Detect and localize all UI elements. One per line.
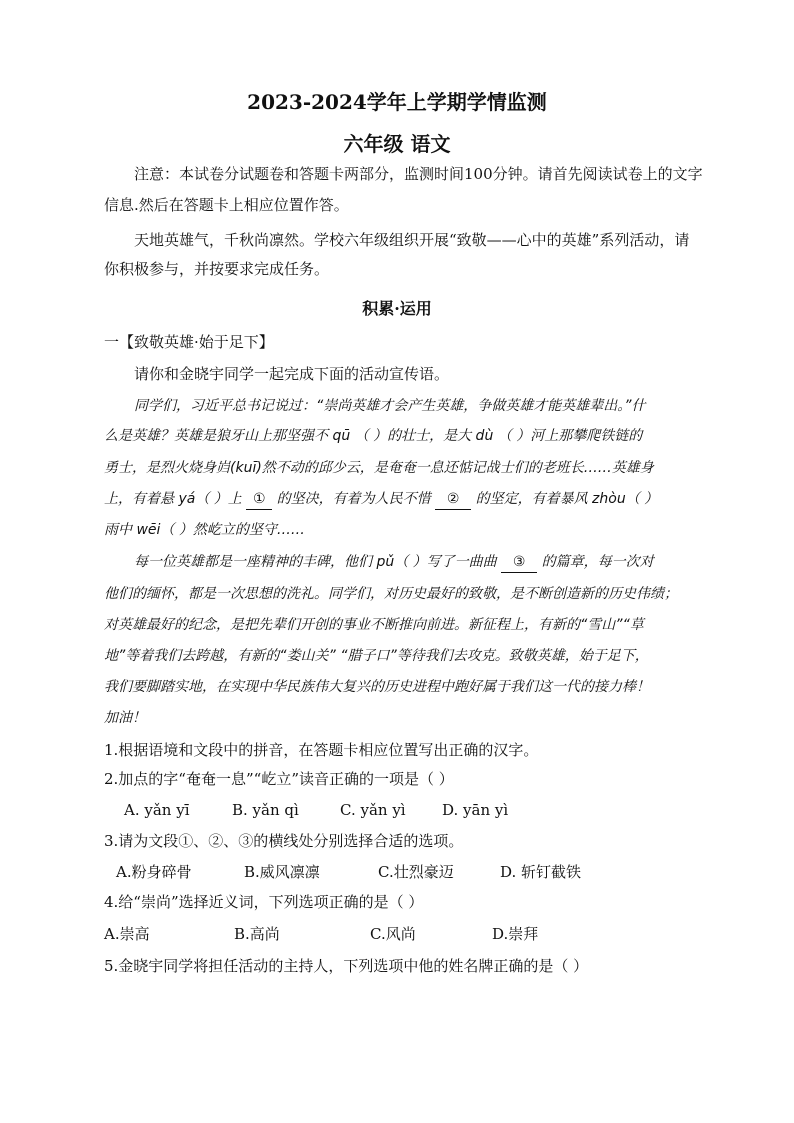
q2-option-b: B. yǎn qì xyxy=(232,801,299,819)
passage-p2-line-6: 加油！ xyxy=(104,710,146,726)
question-4: 4.给“崇尚”选择近义词，下列选项正确的是（ ） xyxy=(104,893,424,911)
question-2: 2.加点的字“奄奄一息”“屹立”读音正确的一项是（ ） xyxy=(104,770,454,788)
passage-p1-l4-b: 的坚决，有着为人民不惜 xyxy=(276,491,431,507)
question-5: 5.金晓宇同学将担任活动的主持人，下列选项中他的姓名牌正确的是（ ） xyxy=(104,957,589,975)
passage-p2-line-1 xyxy=(134,552,754,573)
passage-p2-l1-b: 的篇章，每一次对 xyxy=(541,554,654,570)
q3-option-d: D. 斩钉截铁 xyxy=(500,863,582,881)
q3-option-a: A.粉身碎骨 xyxy=(116,863,192,881)
passage-p2-l1-a: 每一位英雄都是一座精神的丰碑，他们 pǔ（ ）写了一曲曲 xyxy=(134,554,497,570)
q3-option-c: C.壮烈豪迈 xyxy=(378,863,454,881)
passage-p1-line-4 xyxy=(104,489,724,510)
exam-title: 2023-2024学年上学期学情监测 xyxy=(247,90,547,114)
q4-option-c: C.风尚 xyxy=(370,925,416,943)
theme-line-1: 天地英雄气，千秋尚凛然。学校六年级组织开展“致敬——心中的英雄”系列活动，请 xyxy=(134,231,690,249)
exam-subtitle: 六年级 语文 xyxy=(343,132,451,156)
question-3: 3.请为文段①、②、③的横线处分别选择合适的选项。 xyxy=(104,832,464,850)
q4-option-b: B.高尚 xyxy=(234,925,280,943)
theme-line-2: 你积极参与，并按要求完成任务。 xyxy=(104,260,330,278)
part1-heading: 一【致敬英雄·始于足下】 xyxy=(104,333,274,351)
passage-p2-line-5: 我们要脚踏实地，在实现中华民族伟大复兴的历史进程中跑好属于我们这一代的接力棒！ xyxy=(104,679,650,695)
q2-option-a: A. yǎn yī xyxy=(124,801,190,819)
section-title: 积累·运用 xyxy=(362,299,432,318)
q2-option-c: C. yǎn yì xyxy=(340,801,406,819)
passage-p2-line-2: 他们的缅怀，都是一次思想的洗礼。同学们，对历史最好的致敬，是不断创造新的历史伟绩； xyxy=(104,586,678,602)
q2-option-d: D. yān yì xyxy=(442,801,509,819)
blank-2: ② xyxy=(435,489,471,510)
passage-p1-line-2: 么是英雄？英雄是狼牙山上那坚强不 qū （ ）的壮士，是大 dù （ ）河上那攀爬铁链的 xyxy=(104,428,643,444)
note-line-2: 信息.然后在答题卡上相应位置作答。 xyxy=(104,196,349,214)
q4-option-a: A.崇高 xyxy=(104,925,150,943)
passage-p1-l4-c: 的坚定，有着暴风 zhòu（ ） xyxy=(475,491,659,507)
blank-3: ③ xyxy=(501,552,537,573)
passage-p1-l4-a: 上，有着悬 yá（ ）上 xyxy=(104,491,242,507)
passage-p1-line-1: 同学们，习近平总书记说过：“崇尚英雄才会产生英雄，争做英雄才能英雄辈出。”什 xyxy=(134,398,646,414)
question-1: 1.根据语境和文段中的拼音，在答题卡相应位置写出正确的汉字。 xyxy=(104,741,539,759)
blank-1: ① xyxy=(246,489,272,510)
q3-option-b: B.威风凛凛 xyxy=(244,863,320,881)
passage-p2-line-4: 地”等着我们去跨越，有新的“娄山关” “腊子口”等待我们去攻克。致敬英雄，始于足下， xyxy=(104,648,649,664)
passage-p1-line-3: 勇士，是烈火烧身岿(kuī)然不动的邱少云，是奄奄一息还惦记战士们的老班长……英雄身 xyxy=(104,460,654,476)
part1-instruction: 请你和金晓宇同学一起完成下面的活动宣传语。 xyxy=(134,365,450,383)
q4-option-d: D.崇拜 xyxy=(492,925,539,943)
note-line-1: 注意：本试卷分试题卷和答题卡两部分，监测时间100分钟。请首先阅读试卷上的文字 xyxy=(134,165,703,183)
passage-p1-line-5: 雨中 wēi（ ）然屹立的坚守…… xyxy=(104,522,305,538)
passage-p2-line-3: 对英雄最好的纪念，是把先辈们开创的事业不断推向前进。新征程上，有新的“雪山”“草 xyxy=(104,617,644,633)
